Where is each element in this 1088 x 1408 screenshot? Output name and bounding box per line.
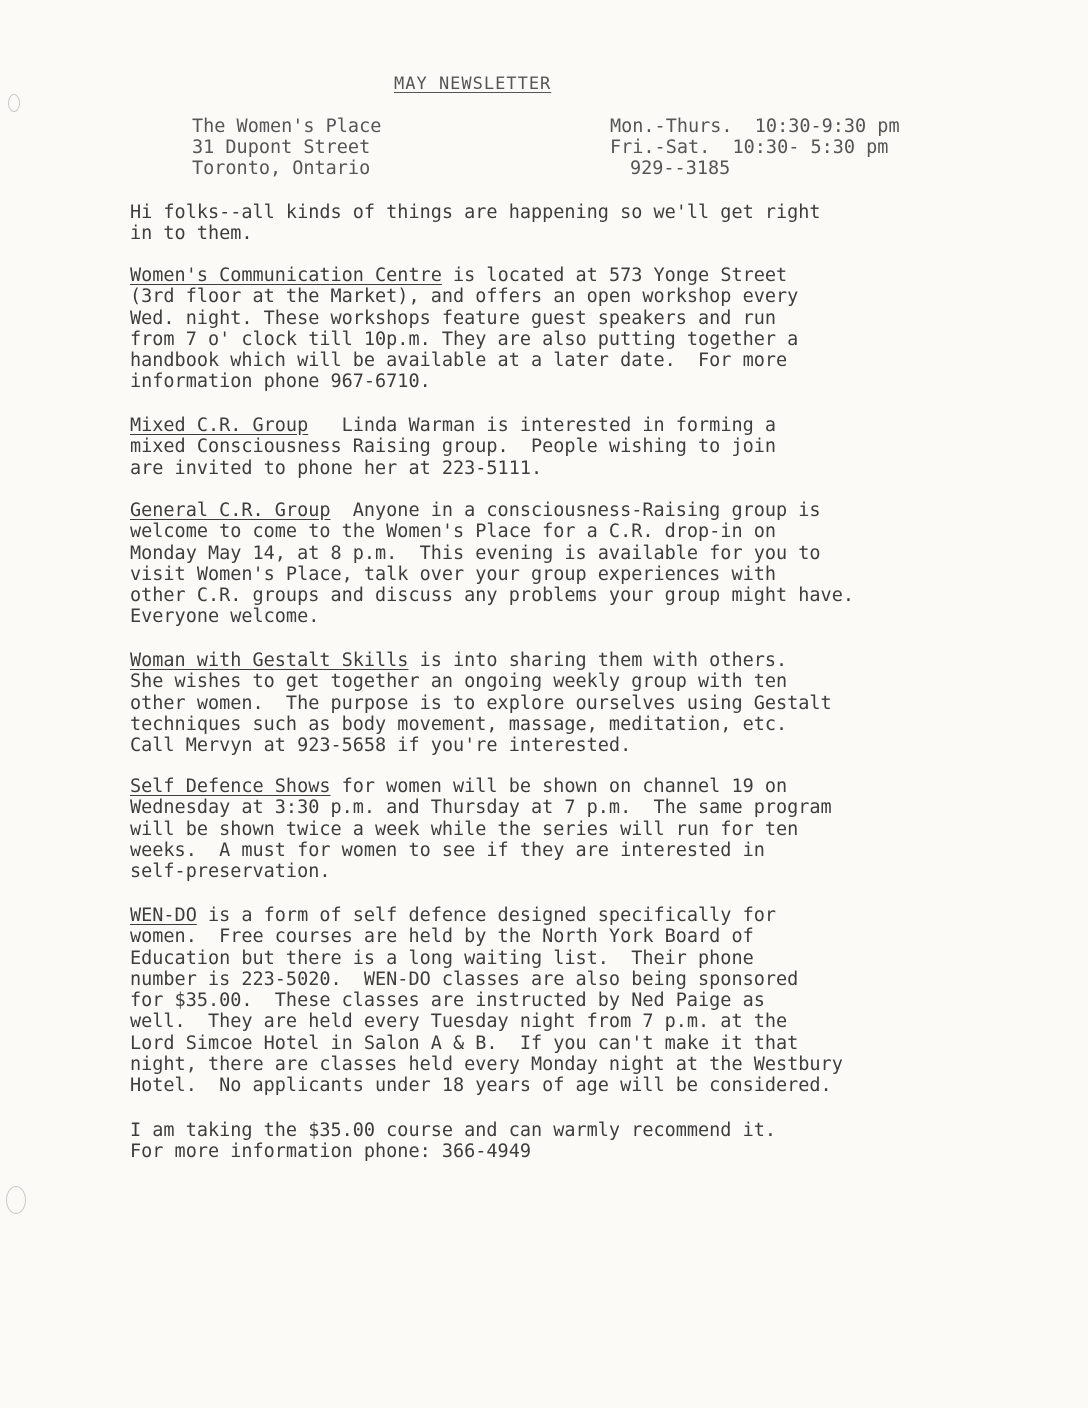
paragraph-line: Education but there is a long waiting list. Their phone — [130, 947, 754, 969]
paragraph-text: is located at 573 Yonge Street — [441, 265, 788, 286]
newsletter-title: MAY NEWSLETTER — [394, 74, 552, 94]
paragraph-line: information phone 967-6710. — [130, 371, 431, 393]
binder-hole-mark-top — [8, 94, 20, 112]
paragraph-line: weeks. A must for women to see if they are interested in — [130, 839, 765, 861]
paragraph-line: Hotel. No applicants under 18 years of age will be considered. — [130, 1075, 832, 1097]
closing-line: I am taking the $35.00 course and can warmly recommend it. — [130, 1120, 777, 1141]
intro-line: Hi folks--all kinds of things are happening so we'll get right — [130, 202, 821, 223]
hours-block — [610, 116, 900, 179]
paragraph-line: are invited to phone her at 223-5111. — [130, 457, 543, 479]
closing-line: For more information phone: 366-4949 — [130, 1141, 531, 1163]
section-heading: Mixed C.R. Group — [130, 415, 309, 436]
hours-weekend: Fri.-Sat. 10:30- 5:30 pm — [610, 137, 889, 158]
self-defence-shows-paragraph — [130, 776, 1030, 882]
paragraph-text: Linda Warman is interested in forming a — [308, 415, 777, 436]
address-line-3: Toronto, Ontario — [192, 158, 371, 179]
paragraph-text: is a form of self defence designed specifically for — [196, 905, 777, 926]
paragraph-line: Lord Simcoe Hotel in Salon A & B. If you can't make it that — [130, 1032, 799, 1054]
paragraph-line: self-preservation. — [130, 861, 331, 883]
section-heading: General C.R. Group — [130, 500, 331, 521]
closing-paragraph — [130, 1120, 1030, 1163]
paragraph-line: mixed Consciousness Raising group. People wishing to join — [130, 436, 777, 458]
intro-line: in to them. — [130, 223, 253, 245]
paragraph-line: number is 223-5020. WEN-DO classes are also being sponsored — [130, 968, 799, 990]
communication-centre-paragraph — [130, 265, 1030, 393]
paragraph-text: Anyone in a consciousness-Raising group is — [330, 500, 821, 521]
address-line-1: The Women's Place — [192, 116, 382, 137]
paragraph-line: well. They are held every Tuesday night from 7 p.m. at the — [130, 1011, 788, 1033]
paragraph-line: night, there are classes held every Monday night at the Westbury — [130, 1054, 843, 1076]
section-heading: Self Defence Shows — [130, 776, 331, 797]
general-cr-group-paragraph — [130, 500, 1030, 628]
paragraph-line: welcome to come to the Women's Place for a C.R. drop-in on — [130, 521, 777, 543]
intro-paragraph — [130, 202, 1030, 245]
paragraph-line: other women. The purpose is to explore ourselves using Gestalt — [130, 692, 832, 714]
section-heading: WEN-DO — [130, 905, 197, 926]
paragraph-line: women. Free courses are held by the North York Board of — [130, 926, 754, 948]
paragraph-line: She wishes to get together an ongoing weekly group with ten — [130, 671, 788, 693]
address-block — [192, 116, 381, 179]
paragraph-line: Wednesday at 3:30 p.m. and Thursday at 7 p.m. The same program — [130, 797, 832, 819]
paragraph-line: Everyone welcome. — [130, 606, 320, 628]
paragraph-text: is into sharing them with others. — [408, 650, 788, 671]
wen-do-paragraph — [130, 905, 1030, 1097]
paragraph-line: other C.R. groups and discuss any problems your group might have. — [130, 585, 854, 607]
mixed-cr-group-paragraph — [130, 415, 1030, 479]
paragraph-line: will be shown twice a week while the series will run for ten — [130, 818, 799, 840]
hours-weekday: Mon.-Thurs. 10:30-9:30 pm — [610, 116, 900, 137]
paragraph-line: from 7 o' clock till 10p.m. They are also putting together a — [130, 328, 799, 350]
paragraph-text: for women will be shown on channel 19 on — [330, 776, 788, 797]
paragraph-line: Call Mervyn at 923-5658 if you're interested. — [130, 735, 632, 757]
paragraph-line: Monday May 14, at 8 p.m. This evening is available for you to — [130, 542, 821, 564]
section-heading: Women's Communication Centre — [130, 265, 442, 286]
paragraph-line: visit Women's Place, talk over your group experiences with — [130, 563, 777, 585]
paragraph-line: handbook which will be available at a later date. For more — [130, 350, 788, 372]
address-line-2: 31 Dupont Street — [192, 137, 371, 158]
paragraph-line: techniques such as body movement, massage, meditation, etc. — [130, 713, 788, 735]
paragraph-line: Wed. night. These workshops feature guest speakers and run — [130, 307, 777, 329]
section-heading: Woman with Gestalt Skills — [130, 650, 409, 671]
paragraph-line: for $35.00. These classes are instructed by Ned Paige as — [130, 990, 765, 1012]
paragraph-line: (3rd floor at the Market), and offers an open workshop every — [130, 286, 799, 308]
phone-number: 929--3185 — [630, 158, 731, 179]
binder-hole-mark-bottom — [6, 1186, 26, 1214]
gestalt-skills-paragraph — [130, 650, 1030, 756]
